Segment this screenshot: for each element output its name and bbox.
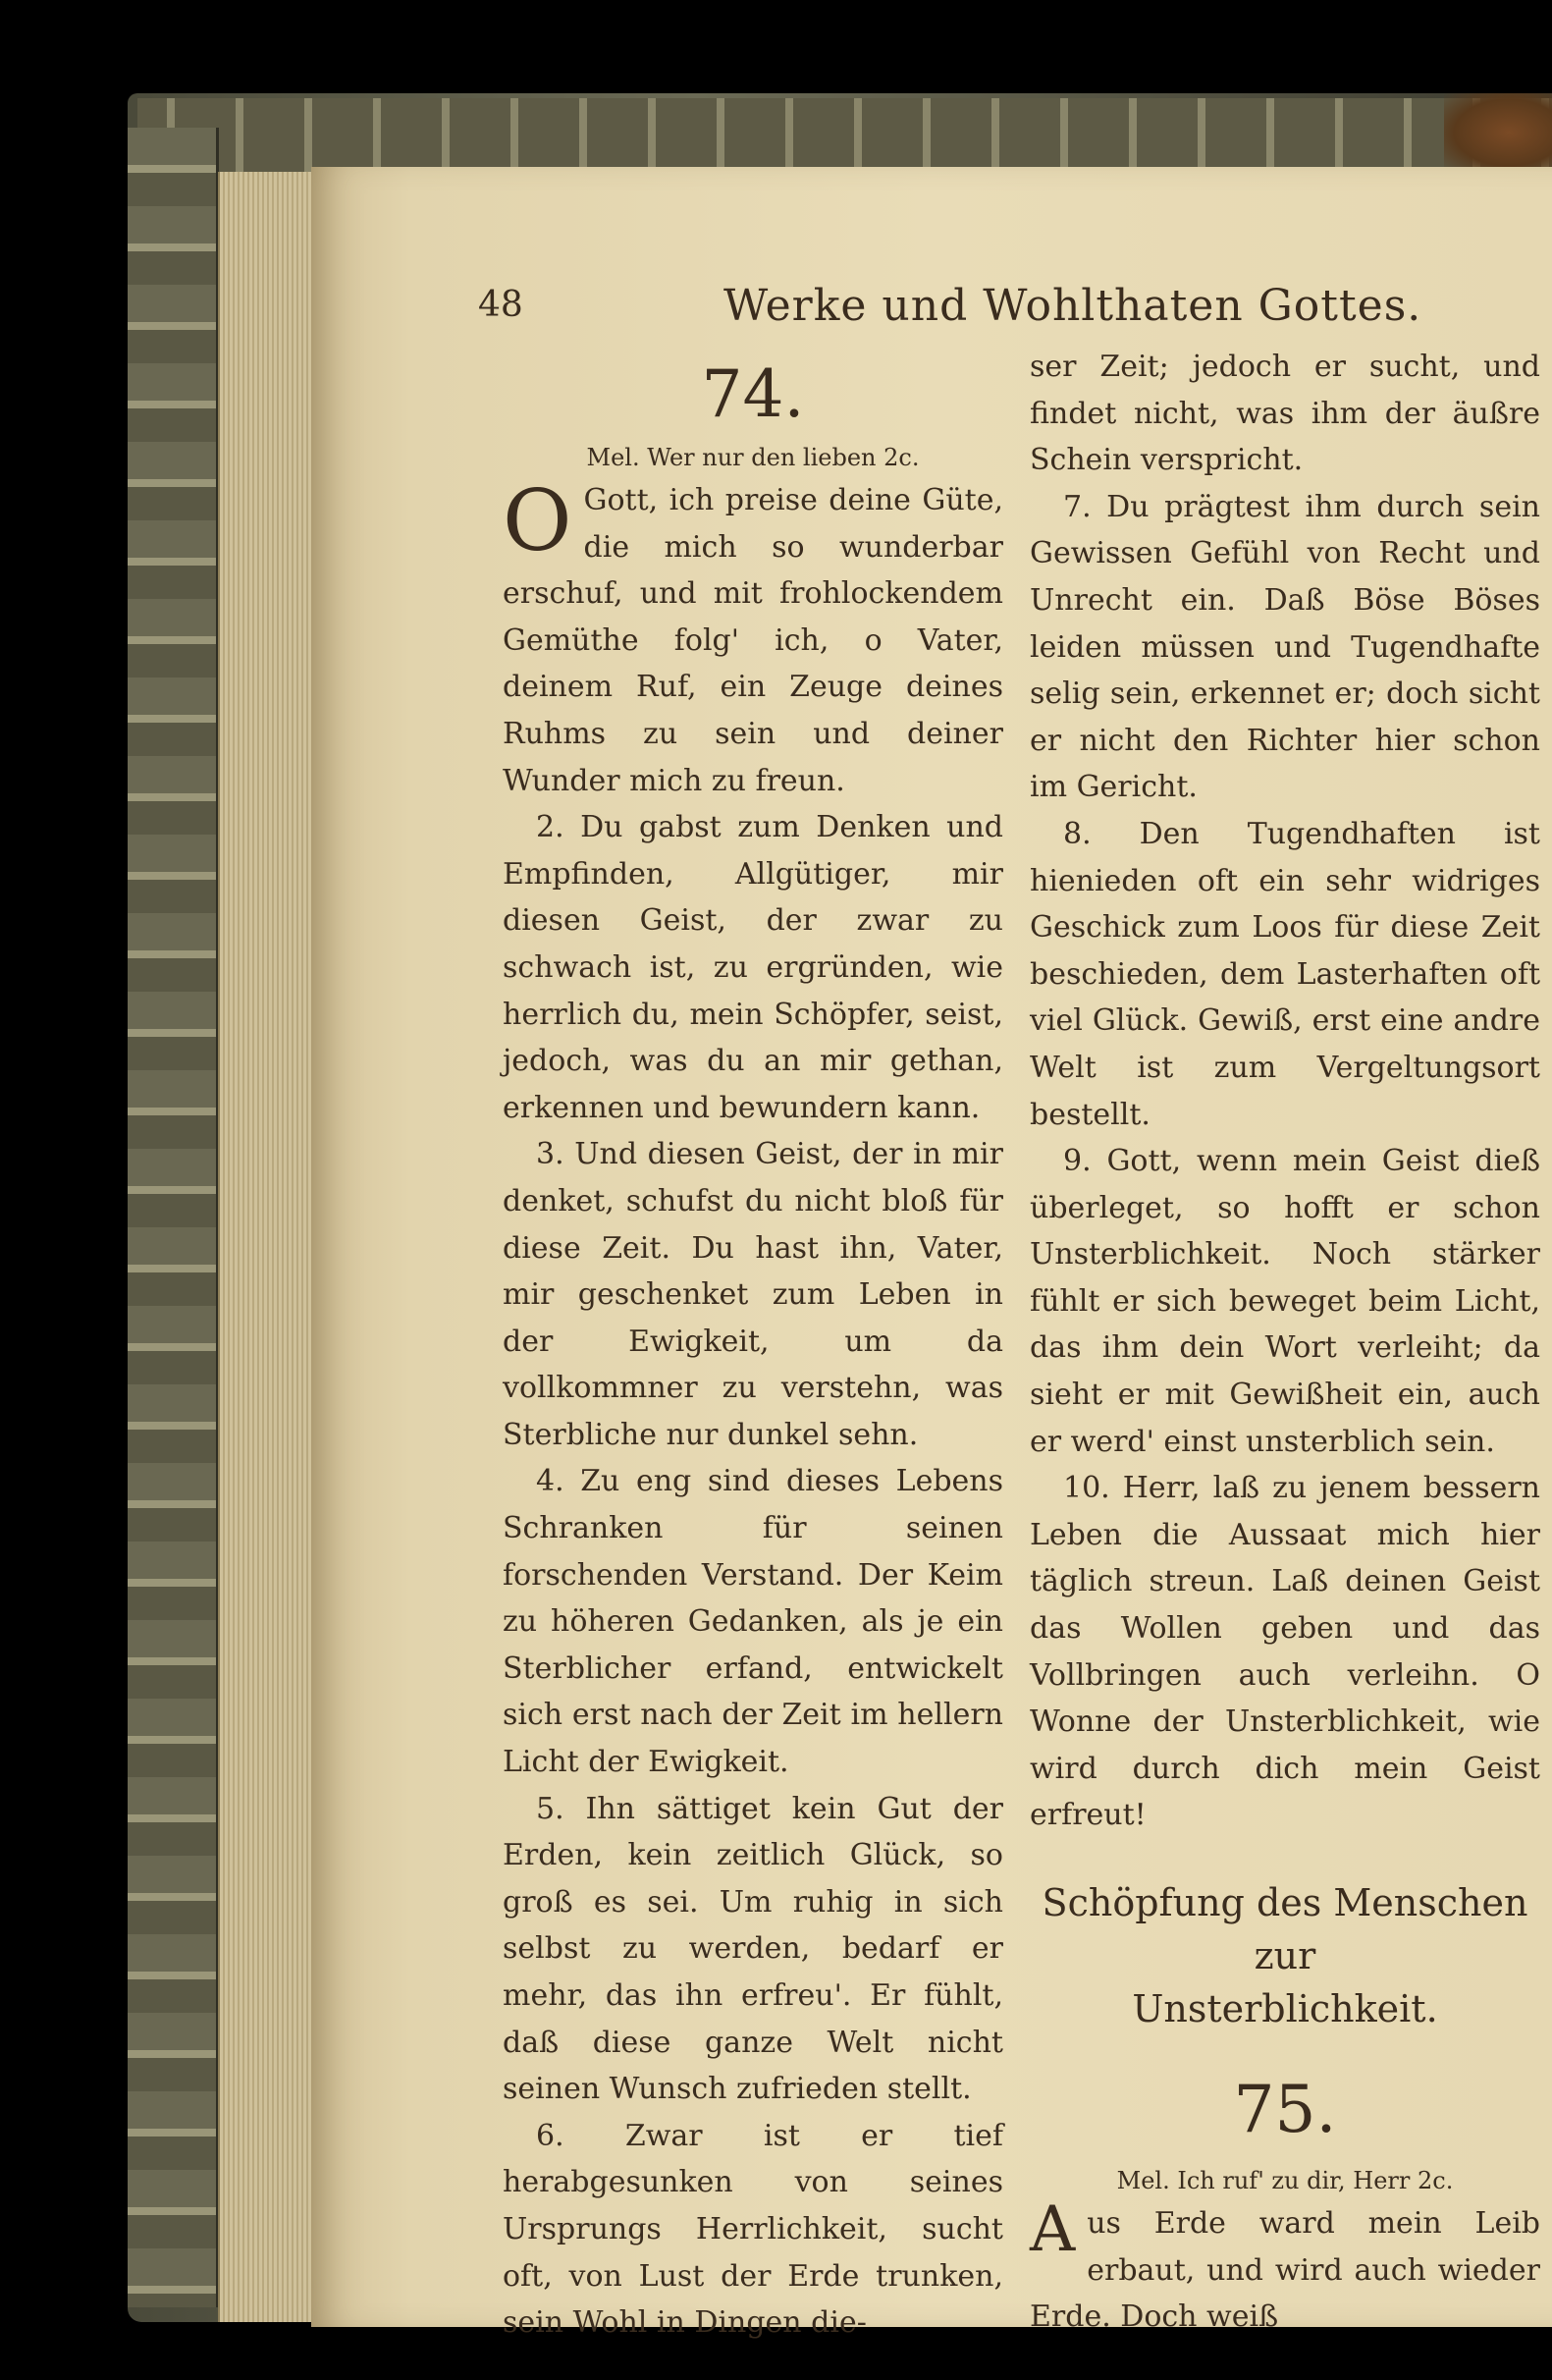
page-header [478, 281, 1552, 344]
stanza: 8. Den Tugendhaften ist hienieden oft ein sehr widriges Geschick zum Loos für diese Zeit beschieden, dem Lasterhaften oft viel Glück. Gewiß, erst eine andre Welt ist zum Vergeltungsort bestellt. [1030, 816, 1540, 1132]
stanza: 6. Zwar ist er tief herabgesunken von seines Ursprungs Herrlichkeit, sucht oft, von Lust der Erde trunken, sein Wohl in Dingen die- [503, 2118, 1003, 2341]
stanza: 7. Du prägtest ihm durch sein Gewissen Gefühl von Recht und Unrecht ein. Daß Böse Böses leiden müssen und Tugendhafte selig sein, erkennet er; doch sicht er nicht den Richter hier schon im Gericht. [1030, 489, 1540, 805]
page-number: 48 [478, 285, 523, 325]
drop-initial: O [503, 472, 572, 570]
cover-wear [1444, 93, 1552, 172]
hymn-number: 74. [701, 356, 805, 432]
stanza: 5. Ihn sättiget kein Gut der Erden, kein zeitlich Glück, so groß es sei. Um ruhig in sich selbst zu werden, bedarf er mehr, das ihn erfreu'. Er fühlt, daß diese ganze Welt nicht seinen Wunsch zufrieden stellt. [503, 1791, 1003, 2107]
stanza-text: Gott, ich preise deine Güte, die mich so wunderbar erschuf, und mit frohlockendem Gemüthe folg' ich, o Vater, deinem Ruf, ein Zeuge deines Ruhms zu sein und deiner Wunder mich zu freun. [503, 483, 1003, 798]
right-column [1030, 344, 1540, 2341]
stanza-text: us Erde ward mein Leib erbaut, und wird auch wieder Erde. Doch weiß [1030, 2206, 1540, 2335]
section-heading-line: Schöpfung des Menschen zur [1042, 1881, 1528, 1977]
melody-line: Mel. Ich ruf' zu dir, Herr 2c. [1116, 2167, 1454, 2194]
stanza: 2. Du gabst zum Denken und Empfinden, Allgütiger, mir diesen Geist, der zwar zu schwach ist, zu ergründen, wie herrlich du, mein Schöpfer, seist, jedoch, was du an mir gethan, erkennen und bewundern kann. [503, 810, 1003, 1125]
book-page [311, 167, 1552, 2341]
left-column [503, 344, 1003, 2347]
stanza [503, 472, 1003, 804]
drop-initial: A [1030, 2193, 1076, 2266]
cover-ornament-left [128, 128, 219, 2307]
section-heading [1030, 1876, 1540, 2035]
stanza: 10. Herr, laß zu jenem bessern Leben die Aussaat mich hier täglich streun. Laß deinen Geist das Wollen geben und das Vollbringen auch verleihn. O Wonne der Unsterblichkeit, wie wird durch dich mein Geist erfreut! [1030, 1471, 1540, 1833]
stanza: 9. Gott, wenn mein Geist dieß überleget, so hofft er schon Unsterblichkeit. Noch stärker fühlt er sich beweget beim Licht, das ihm dein Wort verleiht; da sieht er mit Gewißheit ein, auch er werd' einst unsterblich sein. [1030, 1144, 1540, 1459]
hymn-number: 75. [1233, 2072, 1337, 2147]
stanza: 3. Und diesen Geist, der in mir denket, schufst du nicht bloß für diese Zeit. Du hast ihn, Vater, mir geschenket zum Leben in der Ewigkeit, um da vollkommner zu verstehn, was Sterbliche nur dunkel sehn. [503, 1137, 1003, 1452]
stanza-continuation: ser Zeit; jedoch er sucht, und findet nicht, was ihm der äußre Schein verspricht. [1030, 350, 1540, 478]
stanza: 4. Zu eng sind dieses Lebens Schranken für seinen forschenden Verstand. Der Keim zu höheren Gedanken, als je ein Sterblicher erfand, entwickelt sich erst nach der Zeit im hellern Licht der Ewigkeit. [503, 1464, 1003, 1780]
stanza [1030, 2193, 1540, 2341]
melody-line: Mel. Wer nur den lieben 2c. [586, 444, 920, 471]
page-edges [218, 172, 313, 2322]
section-heading-line: Unsterblichkeit. [1132, 1987, 1438, 2030]
running-title: Werke und Wohlthaten Gottes. [723, 281, 1422, 331]
